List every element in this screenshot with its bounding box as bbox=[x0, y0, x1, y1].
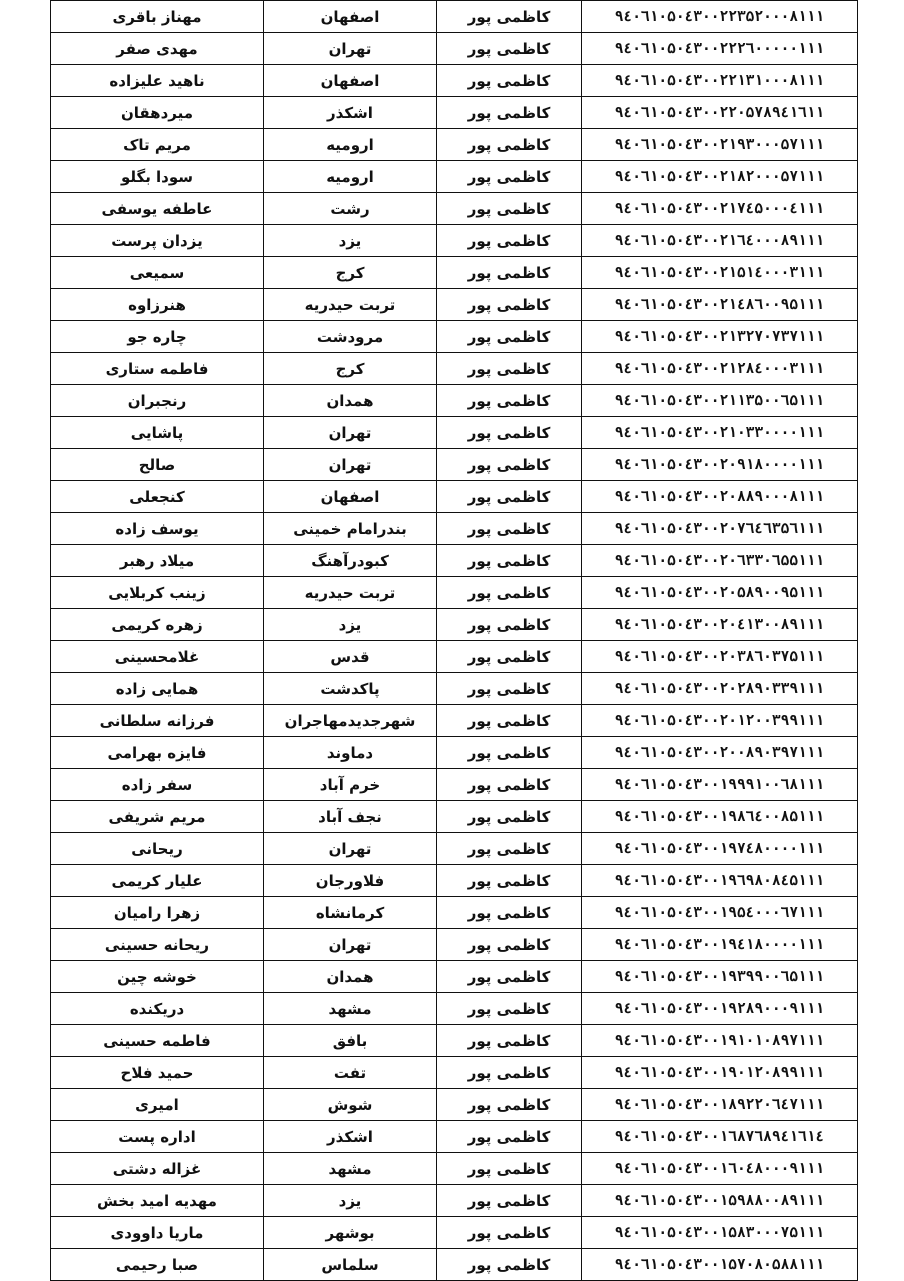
table-row bbox=[51, 1217, 858, 1249]
city-cell: خرم آباد bbox=[264, 769, 437, 801]
table-row bbox=[51, 97, 858, 129]
city-cell: تربت حیدریه bbox=[264, 289, 437, 321]
city-cell: کرج bbox=[264, 353, 437, 385]
table-row bbox=[51, 193, 858, 225]
account-code-cell: ۹٤۰٦۱۰۵۰٤۳۰۰۱۸۹۲۲۰٦٤۷۱۱۱ bbox=[582, 1089, 858, 1121]
agent-cell: کاظمی پور bbox=[437, 865, 582, 897]
city-cell: یزد bbox=[264, 1185, 437, 1217]
account-code-cell: ۹٤۰٦۱۰۵۰٤۳۰۰۱۹۹۹۱۰۰٦۸۱۱۱ bbox=[582, 769, 858, 801]
table-row bbox=[51, 1185, 858, 1217]
account-code-cell: ۹٤۰٦۱۰۵۰٤۳۰۰۲۲۲٦۰۰۰۰۰۱۱۱ bbox=[582, 33, 858, 65]
table-row bbox=[51, 577, 858, 609]
table-row bbox=[51, 65, 858, 97]
city-cell: تهران bbox=[264, 33, 437, 65]
city-cell: ارومیه bbox=[264, 161, 437, 193]
agent-cell: کاظمی پور bbox=[437, 321, 582, 353]
table-row bbox=[51, 385, 858, 417]
city-cell: تهران bbox=[264, 449, 437, 481]
city-cell: نجف آباد bbox=[264, 801, 437, 833]
table-row bbox=[51, 513, 858, 545]
city-cell: تهران bbox=[264, 929, 437, 961]
agent-cell: کاظمی پور bbox=[437, 449, 582, 481]
name-cell: پاشایی bbox=[51, 417, 264, 449]
table-row bbox=[51, 801, 858, 833]
city-cell: اشکذر bbox=[264, 1121, 437, 1153]
name-cell: فاطمه حسینی bbox=[51, 1025, 264, 1057]
city-cell: ارومیه bbox=[264, 129, 437, 161]
table-row bbox=[51, 353, 858, 385]
name-cell: مریم شریفی bbox=[51, 801, 264, 833]
table-row bbox=[51, 417, 858, 449]
table-row bbox=[51, 1, 858, 33]
city-cell: مشهد bbox=[264, 1153, 437, 1185]
agent-cell: کاظمی پور bbox=[437, 641, 582, 673]
table-row bbox=[51, 641, 858, 673]
account-code-cell: ۹٤۰٦۱۰۵۰٤۳۰۰۱۹۵٤۰۰۰٦۷۱۱۱ bbox=[582, 897, 858, 929]
agent-cell: کاظمی پور bbox=[437, 833, 582, 865]
account-code-cell: ۹٤۰٦۱۰۵۰٤۳۰۰۲۱۱۳۵۰۰٦۵۱۱۱ bbox=[582, 385, 858, 417]
table-row bbox=[51, 993, 858, 1025]
account-code-cell: ۹٤۰٦۱۰۵۰٤۳۰۰۱۹۳۹۹۰۰٦۵۱۱۱ bbox=[582, 961, 858, 993]
name-cell: فرزانه سلطانی bbox=[51, 705, 264, 737]
agent-cell: کاظمی پور bbox=[437, 257, 582, 289]
name-cell: فاطمه ستاری bbox=[51, 353, 264, 385]
name-cell: مهدی صفر bbox=[51, 33, 264, 65]
account-code-cell: ۹٤۰٦۱۰۵۰٤۳۰۰۲۱۰۳۳۰۰۰۰۱۱۱ bbox=[582, 417, 858, 449]
agent-cell: کاظمی پور bbox=[437, 513, 582, 545]
table-row bbox=[51, 1025, 858, 1057]
city-cell: شهرجدیدمهاجران bbox=[264, 705, 437, 737]
agent-cell: کاظمی پور bbox=[437, 929, 582, 961]
account-code-cell: ۹٤۰٦۱۰۵۰٤۳۰۰۱٦۰٤۸۰۰۰۹۱۱۱ bbox=[582, 1153, 858, 1185]
name-cell: صالح bbox=[51, 449, 264, 481]
account-code-cell: ۹٤۰٦۱۰۵۰٤۳۰۰۱۹۷٤۸۰۰۰۰۱۱۱ bbox=[582, 833, 858, 865]
account-code-cell: ۹٤۰٦۱۰۵۰٤۳۰۰۱۹۰۱۲۰۸۹۹۱۱۱ bbox=[582, 1057, 858, 1089]
name-cell: رنجبران bbox=[51, 385, 264, 417]
name-cell: زهره کریمی bbox=[51, 609, 264, 641]
agent-cell: کاظمی پور bbox=[437, 385, 582, 417]
name-cell: عاطفه یوسفی bbox=[51, 193, 264, 225]
table-row bbox=[51, 769, 858, 801]
table-row bbox=[51, 865, 858, 897]
name-cell: مریم تاک bbox=[51, 129, 264, 161]
agent-cell: کاظمی پور bbox=[437, 33, 582, 65]
agent-cell: کاظمی پور bbox=[437, 1153, 582, 1185]
agent-cell: کاظمی پور bbox=[437, 353, 582, 385]
agent-cell: کاظمی پور bbox=[437, 193, 582, 225]
table-row bbox=[51, 1089, 858, 1121]
name-cell: امیری bbox=[51, 1089, 264, 1121]
table-row bbox=[51, 737, 858, 769]
city-cell: اصفهان bbox=[264, 65, 437, 97]
city-cell: اصفهان bbox=[264, 481, 437, 513]
account-code-cell: ۹٤۰٦۱۰۵۰٤۳۰۰۲۰۲۸۹۰۳۳۹۱۱۱ bbox=[582, 673, 858, 705]
agent-cell: کاظمی پور bbox=[437, 1057, 582, 1089]
city-cell: تربت حیدریه bbox=[264, 577, 437, 609]
table-row bbox=[51, 225, 858, 257]
name-cell: یزدان پرست bbox=[51, 225, 264, 257]
account-code-cell: ۹٤۰٦۱۰۵۰٤۳۰۰۲۱۸۲۰۰۰۵۷۱۱۱ bbox=[582, 161, 858, 193]
name-cell: مهدیه امید بخش bbox=[51, 1185, 264, 1217]
agent-cell: کاظمی پور bbox=[437, 1025, 582, 1057]
account-code-cell: ۹٤۰٦۱۰۵۰٤۳۰۰۲۱٦٤۰۰۰۸۹۱۱۱ bbox=[582, 225, 858, 257]
table-row bbox=[51, 1153, 858, 1185]
account-code-cell: ۹٤۰٦۱۰۵۰٤۳۰۰۲۰٤۱۳۰۰۸۹۱۱۱ bbox=[582, 609, 858, 641]
account-code-cell: ۹٤۰٦۱۰۵۰٤۳۰۰۲۲۰۵۷۸۹٤۱٦۱۱ bbox=[582, 97, 858, 129]
agent-cell: کاظمی پور bbox=[437, 993, 582, 1025]
agent-cell: کاظمی پور bbox=[437, 1249, 582, 1281]
city-cell: همدان bbox=[264, 961, 437, 993]
table-row bbox=[51, 673, 858, 705]
agent-cell: کاظمی پور bbox=[437, 1217, 582, 1249]
city-cell: اصفهان bbox=[264, 1, 437, 33]
account-code-cell: ۹٤۰٦۱۰۵۰٤۳۰۰۲۱۳۲۷۰۷۳۷۱۱۱ bbox=[582, 321, 858, 353]
city-cell: کرمانشاه bbox=[264, 897, 437, 929]
account-code-cell: ۹٤۰٦۱۰۵۰٤۳۰۰۲۲۱۳۱۰۰۰۸۱۱۱ bbox=[582, 65, 858, 97]
agent-cell: کاظمی پور bbox=[437, 417, 582, 449]
name-cell: غلامحسینی bbox=[51, 641, 264, 673]
table-row bbox=[51, 481, 858, 513]
table-row bbox=[51, 33, 858, 65]
name-cell: ماریا داوودی bbox=[51, 1217, 264, 1249]
agent-cell: کاظمی پور bbox=[437, 673, 582, 705]
name-cell: صبا رحیمی bbox=[51, 1249, 264, 1281]
account-code-cell: ۹٤۰٦۱۰۵۰٤۳۰۰۲۰۷٦٤٦۳۵٦۱۱۱ bbox=[582, 513, 858, 545]
table-row bbox=[51, 545, 858, 577]
city-cell: تفت bbox=[264, 1057, 437, 1089]
account-code-cell: ۹٤۰٦۱۰۵۰٤۳۰۰۲۱۲۸٤۰۰۰۳۱۱۱ bbox=[582, 353, 858, 385]
agent-cell: کاظمی پور bbox=[437, 801, 582, 833]
city-cell: یزد bbox=[264, 609, 437, 641]
account-code-cell: ۹٤۰٦۱۰۵۰٤۳۰۰۲۰۸۸۹۰۰۰۸۱۱۱ bbox=[582, 481, 858, 513]
name-cell: سمیعی bbox=[51, 257, 264, 289]
agent-cell: کاظمی پور bbox=[437, 577, 582, 609]
account-code-cell: ۹٤۰٦۱۰۵۰٤۳۰۰۲۰٦۳۳۰٦۵۵۱۱۱ bbox=[582, 545, 858, 577]
city-cell: شوش bbox=[264, 1089, 437, 1121]
name-cell: زینب کربلایی bbox=[51, 577, 264, 609]
name-cell: کنجعلی bbox=[51, 481, 264, 513]
account-code-cell: ۹٤۰٦۱۰۵۰٤۳۰۰۱۵۸۳۰۰۰۷۵۱۱۱ bbox=[582, 1217, 858, 1249]
account-code-cell: ۹٤۰٦۱۰۵۰٤۳۰۰۲۱۷٤۵۰۰۰٤۱۱۱ bbox=[582, 193, 858, 225]
account-code-cell: ۹٤۰٦۱۰۵۰٤۳۰۰۱۵۹۸۸۰۰۸۹۱۱۱ bbox=[582, 1185, 858, 1217]
name-cell: ریحانی bbox=[51, 833, 264, 865]
name-cell: میلاد رهبر bbox=[51, 545, 264, 577]
city-cell: فلاورجان bbox=[264, 865, 437, 897]
account-code-cell: ۹٤۰٦۱۰۵۰٤۳۰۰۱۹۲۸۹۰۰۰۹۱۱۱ bbox=[582, 993, 858, 1025]
account-code-cell: ۹٤۰٦۱۰۵۰٤۳۰۰۲۰۱۲۰۰۳۹۹۱۱۱ bbox=[582, 705, 858, 737]
city-cell: پاکدشت bbox=[264, 673, 437, 705]
city-cell: دماوند bbox=[264, 737, 437, 769]
account-code-cell: ۹٤۰٦۱۰۵۰٤۳۰۰۲۱۵۱٤۰۰۰۳۱۱۱ bbox=[582, 257, 858, 289]
account-code-cell: ۹٤۰٦۱۰۵۰٤۳۰۰۲۱٤۸٦۰۰۹۵۱۱۱ bbox=[582, 289, 858, 321]
agent-cell: کاظمی پور bbox=[437, 897, 582, 929]
name-cell: چاره جو bbox=[51, 321, 264, 353]
account-code-cell: ۹٤۰٦۱۰۵۰٤۳۰۰۲۰۵۸۹۰۰۹۵۱۱۱ bbox=[582, 577, 858, 609]
name-cell: فایزه بهرامی bbox=[51, 737, 264, 769]
table-row bbox=[51, 897, 858, 929]
agent-cell: کاظمی پور bbox=[437, 161, 582, 193]
name-cell: علیار کریمی bbox=[51, 865, 264, 897]
city-cell: قدس bbox=[264, 641, 437, 673]
agent-cell: کاظمی پور bbox=[437, 737, 582, 769]
agent-cell: کاظمی پور bbox=[437, 961, 582, 993]
agent-cell: کاظمی پور bbox=[437, 129, 582, 161]
agent-cell: کاظمی پور bbox=[437, 65, 582, 97]
name-cell: یوسف زاده bbox=[51, 513, 264, 545]
name-cell: هنرزاوه bbox=[51, 289, 264, 321]
city-cell: بوشهر bbox=[264, 1217, 437, 1249]
city-cell: اشکذر bbox=[264, 97, 437, 129]
name-cell: خوشه چین bbox=[51, 961, 264, 993]
city-cell: رشت bbox=[264, 193, 437, 225]
agent-cell: کاظمی پور bbox=[437, 1, 582, 33]
name-cell: دریکنده bbox=[51, 993, 264, 1025]
agent-cell: کاظمی پور bbox=[437, 609, 582, 641]
table-row bbox=[51, 1249, 858, 1281]
records-table bbox=[50, 0, 858, 1281]
city-cell: تهران bbox=[264, 833, 437, 865]
table-row bbox=[51, 833, 858, 865]
name-cell: سفر زاده bbox=[51, 769, 264, 801]
agent-cell: کاظمی پور bbox=[437, 225, 582, 257]
account-code-cell: ۹٤۰٦۱۰۵۰٤۳۰۰۲۰۳۸٦۰۳۷۵۱۱۱ bbox=[582, 641, 858, 673]
account-code-cell: ۹٤۰٦۱۰۵۰٤۳۰۰۱٦۸۷٦۸۹٤۱٦۱٤ bbox=[582, 1121, 858, 1153]
city-cell: یزد bbox=[264, 225, 437, 257]
table-row bbox=[51, 289, 858, 321]
name-cell: ناهید علیزاده bbox=[51, 65, 264, 97]
agent-cell: کاظمی پور bbox=[437, 1089, 582, 1121]
account-code-cell: ۹٤۰٦۱۰۵۰٤۳۰۰۲۰۹۱۸۰۰۰۰۱۱۱ bbox=[582, 449, 858, 481]
account-code-cell: ۹٤۰٦۱۰۵۰٤۳۰۰۲۱۹۳۰۰۰۵۷۱۱۱ bbox=[582, 129, 858, 161]
agent-cell: کاظمی پور bbox=[437, 769, 582, 801]
city-cell: تهران bbox=[264, 417, 437, 449]
account-code-cell: ۹٤۰٦۱۰۵۰٤۳۰۰۱۵۷۰۸۰۵۸۸۱۱۱ bbox=[582, 1249, 858, 1281]
account-code-cell: ۹٤۰٦۱۰۵۰٤۳۰۰۱۹۱۰۱۰۸۹۷۱۱۱ bbox=[582, 1025, 858, 1057]
account-code-cell: ۹٤۰٦۱۰۵۰٤۳۰۰۱۹۸٦٤۰۰۸۵۱۱۱ bbox=[582, 801, 858, 833]
city-cell: بافق bbox=[264, 1025, 437, 1057]
table-row bbox=[51, 929, 858, 961]
city-cell: کرج bbox=[264, 257, 437, 289]
name-cell: زهرا رامیان bbox=[51, 897, 264, 929]
table-row bbox=[51, 961, 858, 993]
name-cell: حمید فلاح bbox=[51, 1057, 264, 1089]
agent-cell: کاظمی پور bbox=[437, 545, 582, 577]
table-row bbox=[51, 129, 858, 161]
city-cell: مشهد bbox=[264, 993, 437, 1025]
city-cell: بندرامام خمینی bbox=[264, 513, 437, 545]
name-cell: سودا بگلو bbox=[51, 161, 264, 193]
agent-cell: کاظمی پور bbox=[437, 1185, 582, 1217]
table-row bbox=[51, 449, 858, 481]
table-row bbox=[51, 257, 858, 289]
table-row bbox=[51, 321, 858, 353]
account-code-cell: ۹٤۰٦۱۰۵۰٤۳۰۰۱۹٤۱۸۰۰۰۰۱۱۱ bbox=[582, 929, 858, 961]
agent-cell: کاظمی پور bbox=[437, 1121, 582, 1153]
city-cell: کبودرآهنگ bbox=[264, 545, 437, 577]
account-code-cell: ۹٤۰٦۱۰۵۰٤۳۰۰۲۰۰۸۹۰۳۹۷۱۱۱ bbox=[582, 737, 858, 769]
name-cell: غزاله دشتی bbox=[51, 1153, 264, 1185]
city-cell: مرودشت bbox=[264, 321, 437, 353]
table-row bbox=[51, 609, 858, 641]
name-cell: ریحانه حسینی bbox=[51, 929, 264, 961]
name-cell: همایی زاده bbox=[51, 673, 264, 705]
city-cell: سلماس bbox=[264, 1249, 437, 1281]
agent-cell: کاظمی پور bbox=[437, 705, 582, 737]
name-cell: میردهقان bbox=[51, 97, 264, 129]
agent-cell: کاظمی پور bbox=[437, 97, 582, 129]
table-row bbox=[51, 1057, 858, 1089]
name-cell: مهناز باقری bbox=[51, 1, 264, 33]
table-row bbox=[51, 705, 858, 737]
records-table-body bbox=[51, 1, 858, 1281]
table-row bbox=[51, 161, 858, 193]
agent-cell: کاظمی پور bbox=[437, 289, 582, 321]
city-cell: همدان bbox=[264, 385, 437, 417]
table-row bbox=[51, 1121, 858, 1153]
account-code-cell: ۹٤۰٦۱۰۵۰٤۳۰۰۲۲۳۵۲۰۰۰۸۱۱۱ bbox=[582, 1, 858, 33]
account-code-cell: ۹٤۰٦۱۰۵۰٤۳۰۰۱۹٦۹۸۰۸٤۵۱۱۱ bbox=[582, 865, 858, 897]
name-cell: اداره پست bbox=[51, 1121, 264, 1153]
agent-cell: کاظمی پور bbox=[437, 481, 582, 513]
